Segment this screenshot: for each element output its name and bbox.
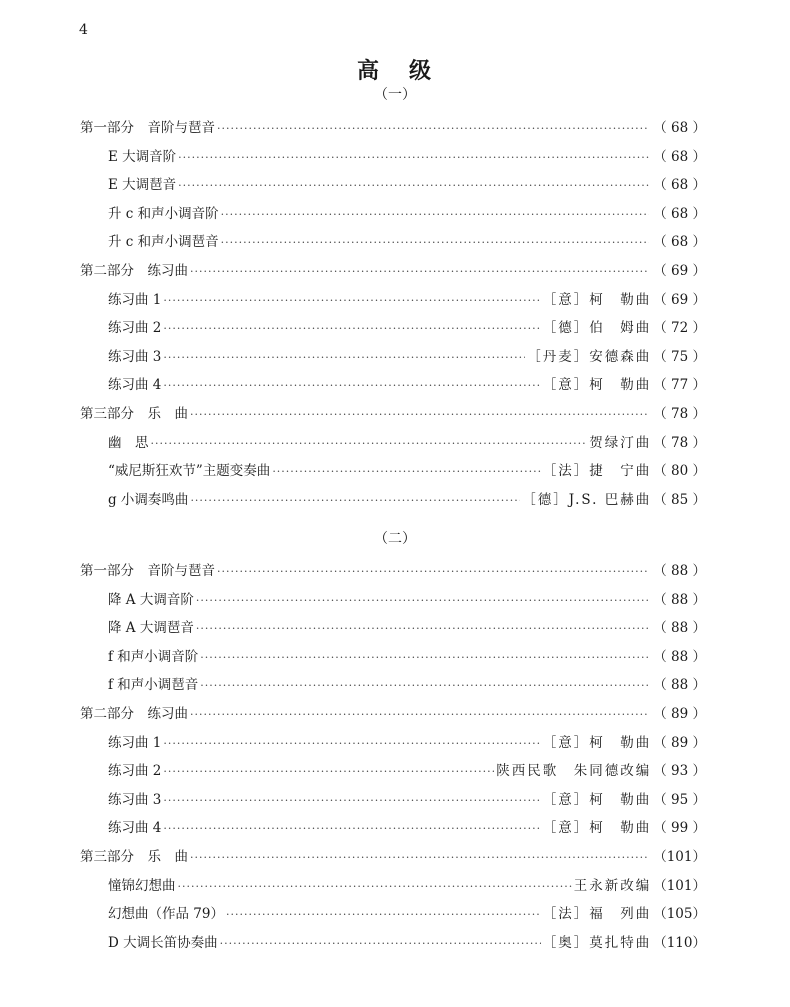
toc-entry-title: 升 c 和声小调琶音 (108, 234, 219, 251)
toc-entry-title: 练习曲 3 (108, 791, 162, 808)
toc-entry-composer: 贺绿汀曲 (589, 434, 652, 451)
toc-entry-title: 第三部分 乐 曲 (80, 849, 188, 865)
toc-entry-title: 练习曲 4 (108, 820, 162, 837)
dot-leader (226, 905, 541, 925)
dot-leader (190, 262, 649, 282)
dot-leader (196, 619, 649, 639)
toc-entry-page: （105） (653, 906, 706, 923)
toc-entry-page: （ 68 ） (653, 205, 706, 222)
toc-entry-title: “威尼斯狂欢节”主题变奏曲 (108, 463, 271, 480)
dot-leader (200, 648, 649, 668)
dot-leader (178, 176, 649, 196)
dot-leader (190, 705, 649, 725)
toc-entry-row (108, 647, 706, 667)
toc-entry-row (108, 904, 706, 924)
dot-leader (200, 676, 649, 696)
title-char-1: 高 (356, 59, 381, 84)
toc-entry-composer: ［丹麦］安德森曲 (527, 348, 652, 365)
toc-entry-title: 第二部分 练习曲 (80, 263, 188, 279)
toc-entry-title: 练习曲 4 (108, 377, 162, 394)
toc-part-row (80, 847, 706, 867)
toc-entry-page: （101） (653, 877, 706, 894)
dot-leader (220, 934, 541, 954)
toc-entry-composer: ［奥］莫扎特曲 (542, 934, 652, 951)
toc-entry-title: 降 A 大调音阶 (108, 591, 194, 608)
toc-entry-row (108, 433, 706, 453)
dot-leader (178, 148, 649, 168)
dot-leader (163, 376, 540, 396)
toc-entry-row (108, 318, 706, 338)
toc-entry-composer: ［法］福 列曲 (542, 906, 652, 923)
toc-entry-row (108, 147, 706, 167)
dot-leader (190, 848, 649, 868)
toc-entry-page: （ 77 ） (653, 377, 706, 394)
toc-entry-page: （ 78 ） (653, 406, 706, 422)
section-heading-1: （一） (374, 87, 416, 103)
dot-leader (217, 562, 649, 582)
toc-entry-title: 升 c 和声小调音阶 (108, 205, 219, 222)
page-number: 4 (79, 22, 88, 38)
toc-entry-page: （ 99 ） (653, 820, 706, 837)
toc-entry-page: （ 88 ） (653, 677, 706, 694)
dot-leader (163, 348, 525, 368)
toc-entry-row (108, 204, 706, 224)
toc-entry-page: （ 88 ） (653, 563, 706, 579)
toc-entry-composer: ［意］柯 勒曲 (542, 291, 652, 308)
dot-leader (163, 291, 540, 311)
toc-entry-row (108, 232, 706, 252)
dot-leader (151, 434, 588, 454)
dot-leader (163, 819, 540, 839)
toc-entry-page: （ 78 ） (653, 434, 706, 451)
toc-entry-title: 第三部分 乐 曲 (80, 406, 188, 422)
toc-entry-title: 幽 思 (108, 434, 149, 451)
dot-leader (190, 491, 520, 511)
dot-leader (163, 762, 494, 782)
toc-entry-composer: ［意］柯 勒曲 (542, 791, 652, 808)
toc-entry-row (108, 375, 706, 395)
toc-entry-page: （ 88 ） (653, 591, 706, 608)
dot-leader (163, 734, 540, 754)
toc-entry-title: g 小调奏鸣曲 (108, 491, 189, 508)
toc-entry-page: （101） (653, 849, 706, 865)
toc-part-row (80, 404, 706, 424)
toc-entry-title: 第一部分 音阶与琶音 (80, 120, 215, 136)
toc-entry-composer: ［意］柯 勒曲 (542, 820, 652, 837)
toc-entry-page: （ 68 ） (653, 148, 706, 165)
toc-entry-row (108, 490, 706, 510)
toc-part-row (80, 261, 706, 281)
toc-entry-page: （ 68 ） (653, 234, 706, 251)
toc-entry-title: 练习曲 1 (108, 291, 162, 308)
dot-leader (221, 205, 650, 225)
toc-entry-page: （ 75 ） (653, 348, 706, 365)
toc-entry-page: （ 88 ） (653, 620, 706, 637)
dot-leader (196, 591, 649, 611)
toc-entry-page: （110） (653, 934, 706, 951)
toc-entry-composer: ［意］柯 勒曲 (542, 377, 652, 394)
title-char-2: 级 (409, 59, 434, 84)
toc-entry-title: D 大调长笛协奏曲 (108, 934, 218, 951)
toc-entry-page: （ 68 ） (653, 120, 706, 136)
dot-leader (221, 233, 650, 253)
toc-entry-row (108, 675, 706, 695)
toc-entry-row (108, 175, 706, 195)
toc-entry-page: （ 72 ） (653, 320, 706, 337)
toc-entry-composer: ［意］柯 勒曲 (542, 734, 652, 751)
toc-entry-row (108, 761, 706, 781)
toc-entry-page: （ 93 ） (653, 763, 706, 780)
dot-leader (190, 405, 649, 425)
toc-entry-title: E 大调音阶 (108, 148, 177, 165)
section-heading-2: （二） (374, 531, 416, 547)
toc-entry-title: 练习曲 1 (108, 734, 162, 751)
toc-part-row (80, 118, 706, 138)
toc-entry-row (108, 347, 706, 367)
toc-entry-title: 憧锦幻想曲 (108, 877, 176, 894)
toc-entry-row (108, 790, 706, 810)
toc-entry-title: 降 A 大调琶音 (108, 620, 194, 637)
toc-part-row (80, 561, 706, 581)
toc-part-row (80, 704, 706, 724)
toc-entry-page: （ 89 ） (653, 734, 706, 751)
toc-entry-page: （ 85 ） (653, 491, 706, 508)
toc-entry-title: 练习曲 2 (108, 763, 162, 780)
toc-entry-composer: 陕西民歌 朱同德改编 (496, 763, 652, 780)
toc-entry-composer: ［德］J.S. 巴赫曲 (522, 491, 652, 508)
toc-entry-page: （ 69 ） (653, 291, 706, 308)
toc-entry-row (108, 818, 706, 838)
toc-entry-title: 练习曲 3 (108, 348, 162, 365)
toc-entry-row (108, 618, 706, 638)
dot-leader (178, 877, 572, 897)
dot-leader (163, 319, 540, 339)
toc-entry-row (108, 290, 706, 310)
toc-entry-row (108, 461, 706, 481)
toc-entry-page: （ 89 ） (653, 706, 706, 722)
toc-entry-page: （ 80 ） (653, 463, 706, 480)
toc-entry-row (108, 876, 706, 896)
toc-entry-page: （ 68 ） (653, 177, 706, 194)
dot-leader (163, 791, 540, 811)
toc-entry-composer: 王永新改编 (573, 877, 652, 894)
page-title (0, 54, 790, 85)
toc-entry-composer: ［德］伯 姆曲 (542, 320, 652, 337)
toc-entry-row (108, 733, 706, 753)
toc-entry-title: f 和声小调琶音 (108, 677, 199, 694)
toc-entry-row (108, 933, 706, 953)
toc-entry-row (108, 590, 706, 610)
toc-entry-composer: ［法］捷 宁曲 (542, 463, 652, 480)
toc-entry-title: 第一部分 音阶与琶音 (80, 563, 215, 579)
toc-entry-title: 第二部分 练习曲 (80, 706, 188, 722)
toc-entry-title: 练习曲 2 (108, 320, 162, 337)
toc-entry-title: f 和声小调音阶 (108, 648, 199, 665)
dot-leader (217, 119, 649, 139)
toc-entry-page: （ 95 ） (653, 791, 706, 808)
toc-entry-title: E 大调琶音 (108, 177, 177, 194)
dot-leader (272, 462, 540, 482)
toc-entry-title: 幻想曲（作品 79） (108, 906, 224, 923)
toc-entry-page: （ 88 ） (653, 648, 706, 665)
toc-entry-page: （ 69 ） (653, 263, 706, 279)
